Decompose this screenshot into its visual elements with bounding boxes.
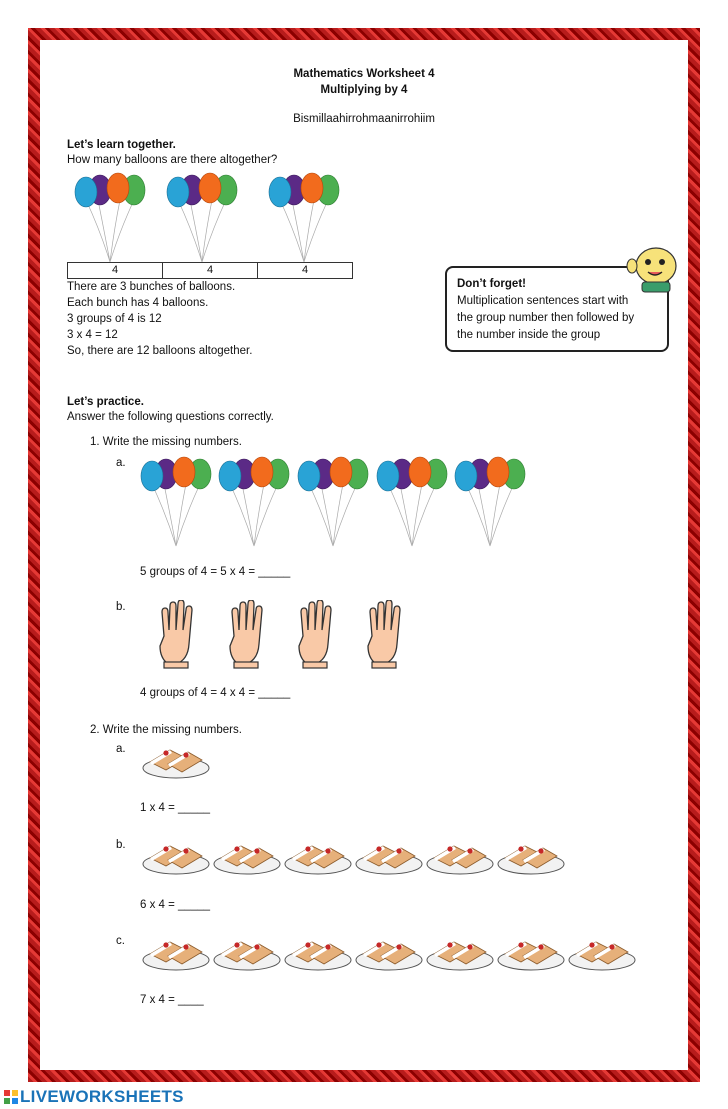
q1a-sentence[interactable]: 5 groups of 4 = 5 x 4 = _____ (140, 566, 291, 578)
balloon-bunch (141, 457, 211, 546)
worksheet-subtitle: Multiplying by 4 (320, 84, 408, 96)
cake-plate-icon (355, 840, 425, 876)
brand-name: LIVEWORKSHEETS (20, 1087, 184, 1106)
q1a-balloons (136, 450, 536, 550)
cake-plate-icon (568, 936, 638, 972)
mascot-icon (626, 244, 682, 296)
q2b-label: b. (116, 839, 126, 851)
balloon-bunch (455, 457, 525, 546)
learn-line: So, there are 12 balloons altogether. (67, 345, 253, 357)
note-line: Multiplication sentences start with (457, 295, 629, 307)
cake-plate-icon (355, 936, 425, 972)
cake-plate-icon (213, 840, 283, 876)
cake-plate-icon (284, 936, 354, 972)
q2a-sentence[interactable]: 1 x 4 = _____ (140, 802, 211, 814)
worksheet-title: Mathematics Worksheet 4 (293, 68, 435, 80)
group-count-cell: 4 (163, 263, 258, 278)
greeting: Bismillaahirrohmaanirrohiim (293, 113, 435, 125)
cake-plate-icon (213, 936, 283, 972)
group-count-cell: 4 (68, 263, 163, 278)
learn-heading: Let’s learn together. (67, 139, 176, 151)
learn-line: 3 groups of 4 is 12 (67, 313, 162, 325)
balloon-bunch (377, 457, 447, 546)
q2c-label: c. (116, 935, 125, 947)
learn-balloons (70, 166, 360, 262)
cake-plate-icon (142, 744, 212, 780)
practice-heading: Let’s practice. (67, 396, 144, 408)
learn-line: Each bunch has 4 balloons. (67, 297, 209, 309)
note-line: the group number then followed by (457, 312, 635, 324)
balloon-bunch (75, 173, 145, 262)
learn-line: There are 3 bunches of balloons. (67, 281, 236, 293)
q2c-sentence[interactable]: 7 x 4 = ____ (140, 994, 204, 1006)
cake-plate-icon (426, 936, 496, 972)
q2b-sentence[interactable]: 6 x 4 = _____ (140, 899, 211, 911)
question-2-label: 2. Write the missing numbers. (90, 724, 242, 736)
practice-instruction: Answer the following questions correctly. (67, 411, 274, 423)
cake-plate-icon (142, 936, 212, 972)
liveworksheets-logo[interactable] (4, 1087, 184, 1107)
q2a-label: a. (116, 743, 126, 755)
hand-icon (226, 600, 266, 670)
note-title: Don’t forget! (457, 278, 526, 290)
hand-icon (156, 600, 196, 670)
q1a-label: a. (116, 457, 126, 469)
q1b-label: b. (116, 601, 126, 613)
group-count-table (67, 262, 353, 279)
balloon-bunch (219, 457, 289, 546)
hand-icon (295, 600, 335, 670)
balloon-bunch (167, 173, 237, 262)
question-1-label: 1. Write the missing numbers. (90, 436, 242, 448)
learn-question: How many balloons are there altogether? (67, 154, 278, 166)
balloon-bunch (298, 457, 368, 546)
q1b-sentence[interactable]: 4 groups of 4 = 4 x 4 = _____ (140, 687, 291, 699)
cake-plate-icon (497, 936, 567, 972)
learn-line: 3 x 4 = 12 (67, 329, 118, 341)
cake-plate-icon (497, 840, 567, 876)
balloon-bunch (269, 173, 339, 262)
note-line: the number inside the group (457, 329, 601, 341)
hand-icon (364, 600, 404, 670)
cake-plate-icon (426, 840, 496, 876)
cake-plate-icon (142, 840, 212, 876)
group-count-cell: 4 (301, 264, 309, 276)
cake-plate-icon (284, 840, 354, 876)
logo-grid-icon (4, 1090, 18, 1104)
